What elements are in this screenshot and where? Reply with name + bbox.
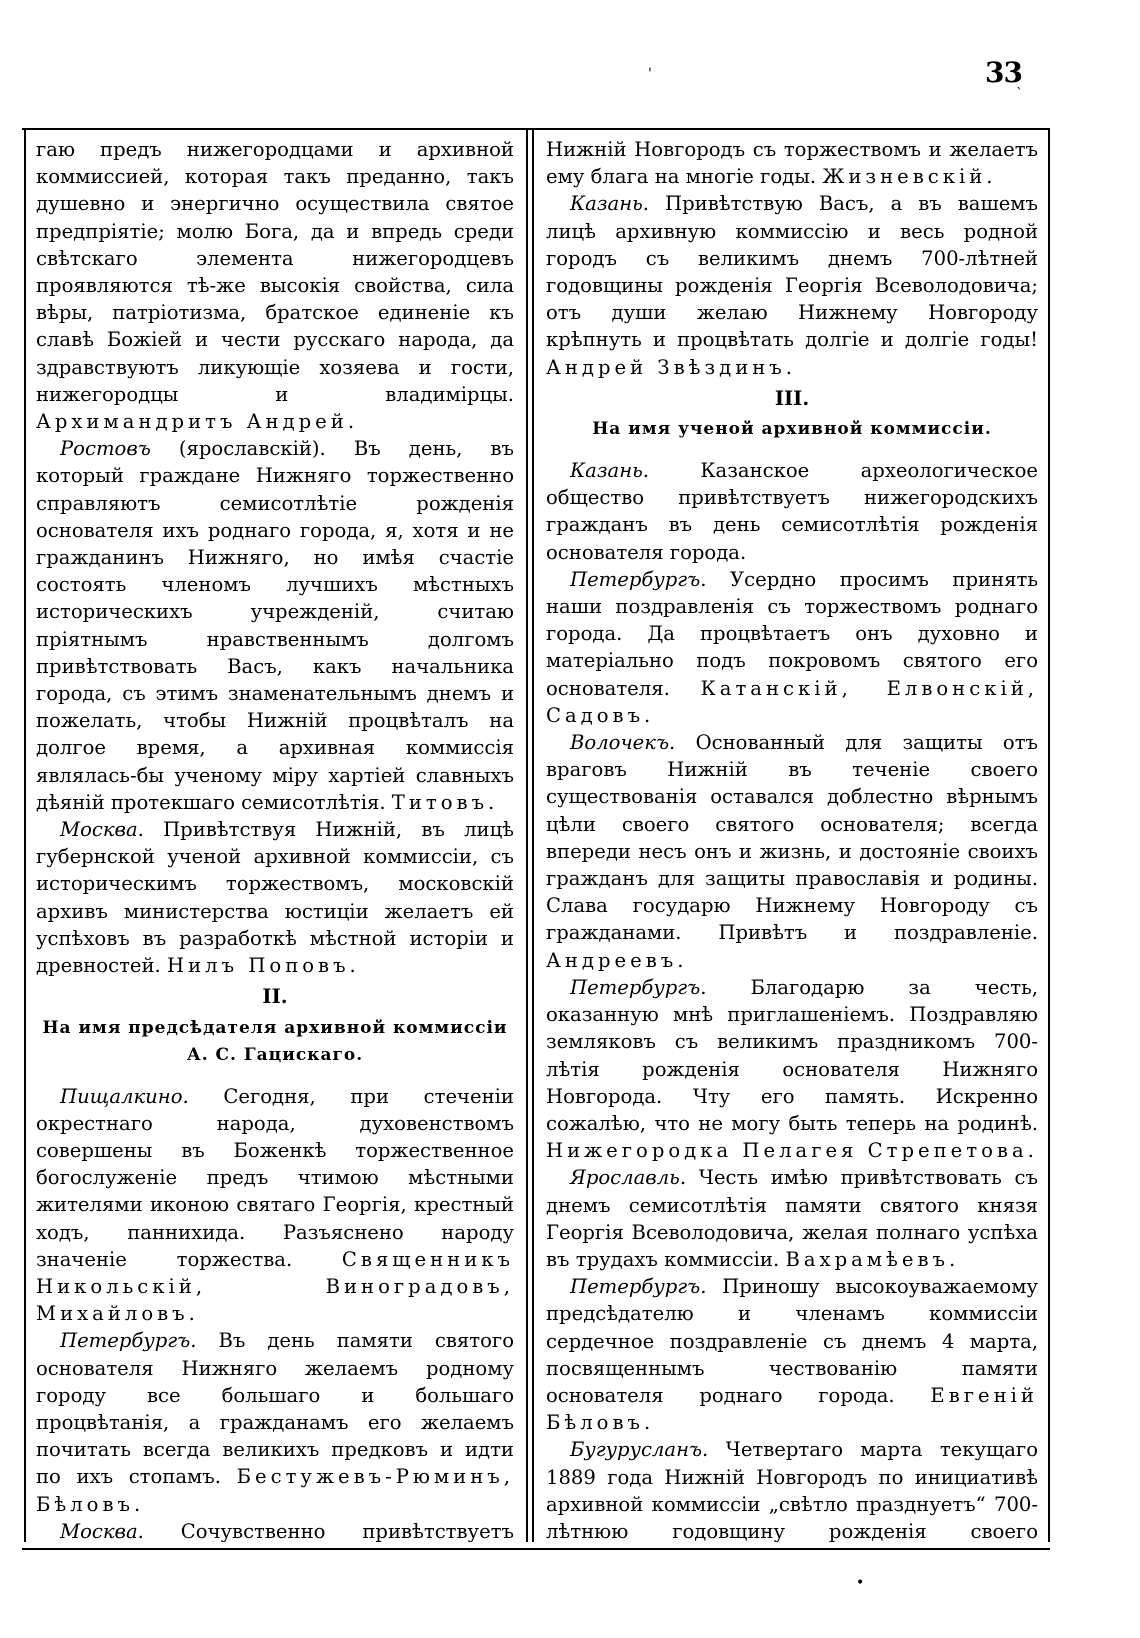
paragraph-text: Привѣтствуя Нижній, въ лицѣ губернской ученой архивной коммиссіи, съ историческимъ торжествомъ, московскій архивъ министерства юстиціи желаетъ ей успѣховъ въ разработкѣ мѣстной исторіи и древностей.: [36, 818, 514, 978]
right-column: [532, 130, 1050, 1542]
signature: Евгеній Бѣловъ.: [546, 1383, 1038, 1435]
paragraph-text: Основанный для защиты отъ враговъ Нижній въ теченіе своего существованія оставался доблестно вѣрнымъ цѣли своего святого основателя; всегда впереди несъ онъ и жизнь, и достояніе своихъ гражданъ для защиты православія и родины. Слава государю Нижнему Новгороду съ гражданами. Привѣтъ и поздравленіе.: [546, 731, 1038, 945]
section-heading-line: А. С. Гацискаго.: [186, 1044, 364, 1065]
paragraph-text: Въ день памяти святого основателя Нижняго желаемъ родному городу все большаго и большаго процвѣтанія, а гражданамъ его желаемъ почитать всегда великихъ предковъ и идти по ихъ стопамъ.: [36, 1329, 514, 1489]
signature: Жизневскій.: [822, 165, 997, 189]
place-name: Пищалкино.: [60, 1084, 189, 1108]
signature: Бестужевъ-Рюминъ, Бѣловъ.: [36, 1465, 514, 1516]
paragraph-text: Сегодня, при стеченіи окрестнаго народа, духовенствомъ совершены въ Боженкѣ торжественное богослуженіе предъ чтимою мѣстными жителями иконою святаго Георгія, крестный ходъ, паннихида. Разъяснено народу значеніе торжества.: [36, 1084, 514, 1271]
paragraph: [546, 1273, 1038, 1436]
section-number: III.: [774, 386, 810, 410]
paragraph-text: Нижній Новгородъ съ торжествомъ и желаетъ ему блага на многіе годы.: [546, 138, 1038, 189]
paragraph: [36, 435, 514, 816]
place-name: Ярославль.: [570, 1166, 687, 1190]
place-name: Петербургъ.: [570, 567, 707, 591]
paragraph: [546, 729, 1038, 974]
paragraph: [546, 190, 1038, 380]
place-name: Ростовъ: [60, 437, 151, 461]
paragraph-text: Четвертаго марта текущаго 1889 года Нижній Новгородъ по инициативѣ архивной коммиссіи „свѣтло празднуетъ“ 700-лѣтнюю годовщину рожденія своего: [546, 1438, 1038, 1542]
paragraph: [546, 1436, 1038, 1542]
paragraph-text: (ярославскій). Въ день, въ который граждане Нижняго торжественно справляютъ семисотлѣтіе рожденія основателя ихъ роднаго города, я, хотя и не гражданинъ Нижняго, но имѣя счастіе состоять членомъ лучшихъ мѣстныхъ историческихъ учрежденій, считаю пріятнымъ нравственнымъ долгомъ привѣтствовать Васъ, какъ начальника города, съ этимъ знаменательнымъ днемъ и пожелать, чтобы Нижній процвѣталъ на долгое время, а архивная коммиссія являлась-бы ученому міру хартіей славныхъ дѣяній протекшаго семисотлѣтія.: [36, 437, 514, 814]
place-name: Петербургъ.: [570, 975, 707, 999]
paragraph: [36, 1327, 514, 1517]
paragraph-text: гаю предъ нижегородцами и архивной коммиссией, которая такъ преданно, такъ душевно и энергично осуществила святое предпріятіе; молю Бога, да и впредь среди свѣтскаго элемента нижегородцевъ проявляются тѣ-же высокія свойства, сила вѣры, патріотизма, братское единеніе къ славѣ Божіей и чести русскаго народа, да здравствуютъ ликующіе хозяева и гости, нижегородцы и владимірцы.: [36, 138, 514, 406]
paragraph: [546, 1164, 1038, 1273]
print-speck: ': [648, 66, 652, 82]
signature: Вахрамѣевъ.: [785, 1247, 960, 1271]
signature: Андрей Звѣздинъ.: [546, 355, 797, 379]
place-name: Казань.: [570, 459, 650, 483]
signature: Андреевъ.: [546, 948, 688, 972]
paragraph: [546, 566, 1038, 729]
signature: Нилъ Поповъ.: [167, 954, 360, 978]
paragraph-text: Сочувственно привѣтствуетъ: [180, 1519, 514, 1542]
paragraph-text: Приношу высокоуважаемому предсѣдателю и членамъ коммиссіи сердечное поздравленіе съ днемъ 4 марта, посвященнымъ чествованію памяти основателя роднаго города.: [546, 1275, 1038, 1407]
print-speck: `: [1016, 86, 1023, 102]
place-name: Петербургъ.: [60, 1329, 197, 1353]
paragraph: [36, 816, 514, 979]
section-heading: На имя ученой архивной коммиссіи.: [592, 419, 992, 440]
paragraph-text: Казанское археологическое общество привѣтствуетъ нижегородскихъ гражданъ въ день семисотлѣтія рожденія основателя города.: [546, 459, 1038, 564]
signature: Катанскій, Елвонскій, Садовъ.: [546, 676, 1039, 727]
place-name: Казань.: [570, 192, 650, 216]
place-name: Петербургъ.: [570, 1275, 707, 1299]
section-heading-line: На имя предсѣдателя архивной коммиссіи: [42, 1017, 508, 1038]
paragraph-text: Честь имѣю привѣтствовать съ днемъ семисотлѣтія памяти святого князя Георгія Всеволодовича, желая полнаго успѣха въ трудахъ коммиссіи.: [546, 1166, 1038, 1271]
place-name: Волочекъ.: [570, 731, 676, 755]
paragraph: [546, 136, 1038, 190]
paragraph: [546, 974, 1038, 1164]
paragraph: [36, 136, 514, 435]
signature: Титовъ.: [391, 790, 499, 814]
place-name: Москва.: [60, 1519, 144, 1542]
page-number: 33: [985, 56, 1022, 89]
paragraph: [546, 457, 1038, 566]
signature: Нижегородка Пелагея Стрепетова.: [546, 1139, 1038, 1163]
signature: Священникъ Никольскій, Виноградовъ, Михайловъ.: [36, 1247, 515, 1326]
paragraph: [36, 1518, 514, 1542]
place-name: Москва.: [60, 818, 144, 842]
paragraph-text: Усердно просимъ принять наши поздравленія съ торжествомъ роднаго города. Да процвѣтаетъ онъ духовно и матеріально подъ покровомъ святого его основателя.: [546, 567, 1038, 700]
column-divider: [526, 130, 528, 1542]
paragraph: [36, 1083, 514, 1328]
left-column: [24, 130, 522, 1542]
print-speck: •: [856, 1575, 865, 1591]
paragraph-text: Привѣтствую Васъ, а въ вашемъ лицѣ архивную коммиссію и весь родной городъ съ великимъ днемъ 700-лѣтней годовщины рожденія Георгія Всеволодовича; отъ души желаю Нижнему Новгороду крѣпнуть и процвѣтать долгіе и долгіе годы!: [546, 192, 1038, 352]
section-heading: [36, 1015, 514, 1069]
paragraph-text: Благодарю за честь, оказанную мнѣ приглашеніемъ. Поздравляю земляковъ съ великимъ праздникомъ 700-лѣтія рожденія основателя Нижняго Новгорода. Чту его память. Искренно сожалѣю, что не могу быть теперь на родинѣ.: [546, 975, 1038, 1135]
signature: Архимандритъ Андрей.: [36, 410, 359, 434]
section-number: II.: [262, 985, 288, 1009]
place-name: Бугурусланъ.: [570, 1438, 709, 1462]
